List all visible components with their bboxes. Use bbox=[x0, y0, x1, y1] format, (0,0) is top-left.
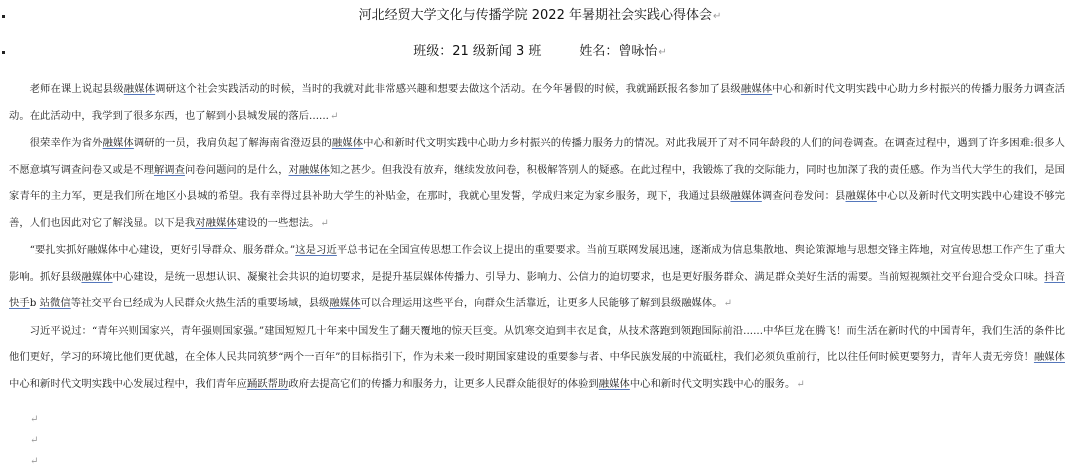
body-paragraph bbox=[9, 130, 1065, 237]
spellcheck-underlined-text: 融媒体 bbox=[1033, 351, 1065, 363]
spellcheck-underlined-text: 这是习近 bbox=[295, 244, 337, 256]
paragraph-text: 等社交平台已经成为人民群众火热生活的重要场域，县级 bbox=[70, 297, 330, 309]
paragraph-text: 知之甚少。但我没有放弃，继续发放问卷，积极解答别人的疑惑。在此过程中，我锻炼了我的交际能力，同时也加深了我的责任感。作为当代大学生的我们，是国家青年的主力军，更是我们所在地区小县城的希望。我有幸得过县补助大学生的补贴金，在那时，我就心里发誓，学成归来定为家乡服务，现下，我通过县级 bbox=[9, 163, 1066, 202]
paragraph-text: 习近平说过：“青年兴则国家兴，青年强则国家强。”建国短短几十年来中国发生了翻天覆地的惊天巨变。从饥寒交迫到丰衣足食，从技术落跑到领跑国际前沿......中华巨龙在腾飞！而生活在新时代的中国青年，我们生活的条件比他们更好，学习的环境比他们更优越，在全体人民共同筑梦“两个一百年”的目标指引下，作为未来一段时期国家建设的重要参与者、中华民族发展的中流砥柱，我们必须负重前行，比以往任何时候更要努力，青年人责无旁贷！ bbox=[9, 324, 1065, 363]
empty-paragraph-mark-icon: ↵ bbox=[30, 435, 39, 446]
paragraph-mark-icon: ↵ bbox=[796, 378, 805, 390]
spellcheck-underlined-text: 融媒体 bbox=[102, 137, 134, 149]
spellcheck-underlined-text: 站微信 bbox=[39, 297, 71, 309]
paragraph-text: 中心建设，是统一思想认识、凝聚社会共识的迫切要求，是提升基层媒体传播力、引导力、影响力、公信力的迫切要求，也是更好服务群众、满足群众美好生活的需要。当前短视频社交平台迎合受众口味。 bbox=[112, 270, 1045, 283]
spellcheck-underlined-text: 融媒体 bbox=[730, 190, 762, 202]
body-paragraph bbox=[9, 76, 1065, 130]
paragraph-text: 中心和新时代文明实践中心助力乡村振兴的传播力服务力调查活动。在此活动中，我学到了很多东西，也了解到小县城发展的落后...... bbox=[9, 83, 1066, 122]
paragraph-text: 调研的一员，我肩负起了解海南省澄迈县的 bbox=[133, 137, 332, 149]
paragraph-text: b bbox=[29, 297, 40, 309]
paragraph-mark-icon: ↵ bbox=[320, 217, 329, 229]
spellcheck-underlined-text: 踊跃帮助 bbox=[246, 377, 289, 390]
title-text: 河北经贸大学文化与传播学院 2022 年暑期社会实践心得体会 bbox=[358, 8, 712, 23]
spellcheck-underlined-text: 融媒体 bbox=[598, 377, 630, 390]
paragraph-text: 调研这个社会实践活动的时候，当时的我就对此非常感兴趣和想要去做这个活动。在今年暑假的时候，我就踊跃报名参加了县级 bbox=[155, 83, 741, 95]
paragraph-text: 平总书记在全国宣传思想工作会议上提出的重要要求。当前互联网发展迅速，逐渐成为信息集散地、舆论策源地与思想交锋主阵地，对宣传思想工作产生了重大影响。抓好县级 bbox=[9, 244, 1066, 283]
paragraph-mark-icon: ↵ bbox=[712, 11, 722, 22]
document-title bbox=[0, 6, 1080, 27]
spellcheck-underlined-text: 抖音快手 bbox=[9, 270, 1065, 309]
paragraph-text: “要扎实抓好融媒体中心建设，更好引导群众、服务群众。” bbox=[29, 244, 296, 256]
paragraph-mark-icon: ↵ bbox=[723, 298, 733, 309]
paragraph-mark-icon: ↵ bbox=[330, 110, 339, 122]
paragraph-text: 中心和新时代文明实践中心的服务。 bbox=[629, 377, 796, 390]
paragraph-text: 中心和新时代文明实践中心发展过程中，我们青年应 bbox=[9, 377, 247, 390]
class-label: 班级：21 级新闻 3 班 bbox=[413, 44, 542, 59]
paragraph-text: 政府去提高它们的传播力和服务力，让更多人民群众能很好的体验到 bbox=[288, 377, 599, 390]
spellcheck-underlined-text: 对融媒体 bbox=[288, 163, 330, 176]
paragraph-text: 很荣幸作为省外 bbox=[29, 137, 103, 149]
paragraph-text: 问卷问题问的是什么， bbox=[185, 163, 289, 176]
empty-paragraph-mark-icon: ↵ bbox=[30, 414, 39, 425]
paragraph-text: 调查问卷发问：县 bbox=[761, 190, 846, 202]
spellcheck-underlined-text: 对融媒体 bbox=[195, 216, 237, 229]
spellcheck-underlined-text: 融媒体 bbox=[329, 297, 361, 309]
name-label: 姓名：曾咏怡 bbox=[579, 44, 658, 59]
spellcheck-underlined-text: 解调查 bbox=[153, 163, 186, 176]
spellcheck-underlined-text: 融媒体 bbox=[81, 270, 113, 283]
paragraph-text: 建设的一些想法。 bbox=[236, 216, 320, 229]
body-paragraph bbox=[9, 318, 1065, 399]
paragraph-mark-icon: ↵ bbox=[658, 47, 667, 58]
student-info bbox=[0, 42, 1080, 63]
body-paragraph bbox=[9, 237, 1065, 318]
spellcheck-underlined-text: 融媒体 bbox=[740, 83, 773, 95]
spellcheck-underlined-text: 融媒体 bbox=[331, 137, 364, 149]
spellcheck-underlined-text: 融媒体 bbox=[845, 190, 877, 202]
paragraph-text: 老师在课上说起县级 bbox=[29, 83, 124, 95]
spellcheck-underlined-text: 融媒体 bbox=[123, 83, 156, 95]
paragraph-text: 中心以及新时代文明实践中心建设不够完善，人们也因此对它了解浅显。以下是我 bbox=[9, 190, 1065, 229]
paragraph-text: 中心和新时代文明实践中心助力乡村振兴的传播力服务力的情况。对此我展开了对不同年龄段的人们的问卷调查。在调查过程中，遇到了许多困难:很多人不愿意填写调查问卷又或是不理 bbox=[9, 137, 1066, 176]
document-body bbox=[9, 76, 1065, 398]
empty-paragraph-mark-icon: ↵ bbox=[30, 456, 39, 467]
paragraph-text: 可以合理运用这些平台，向群众生活靠近，让更多人民能够了解到县级融媒体。 bbox=[360, 297, 723, 309]
